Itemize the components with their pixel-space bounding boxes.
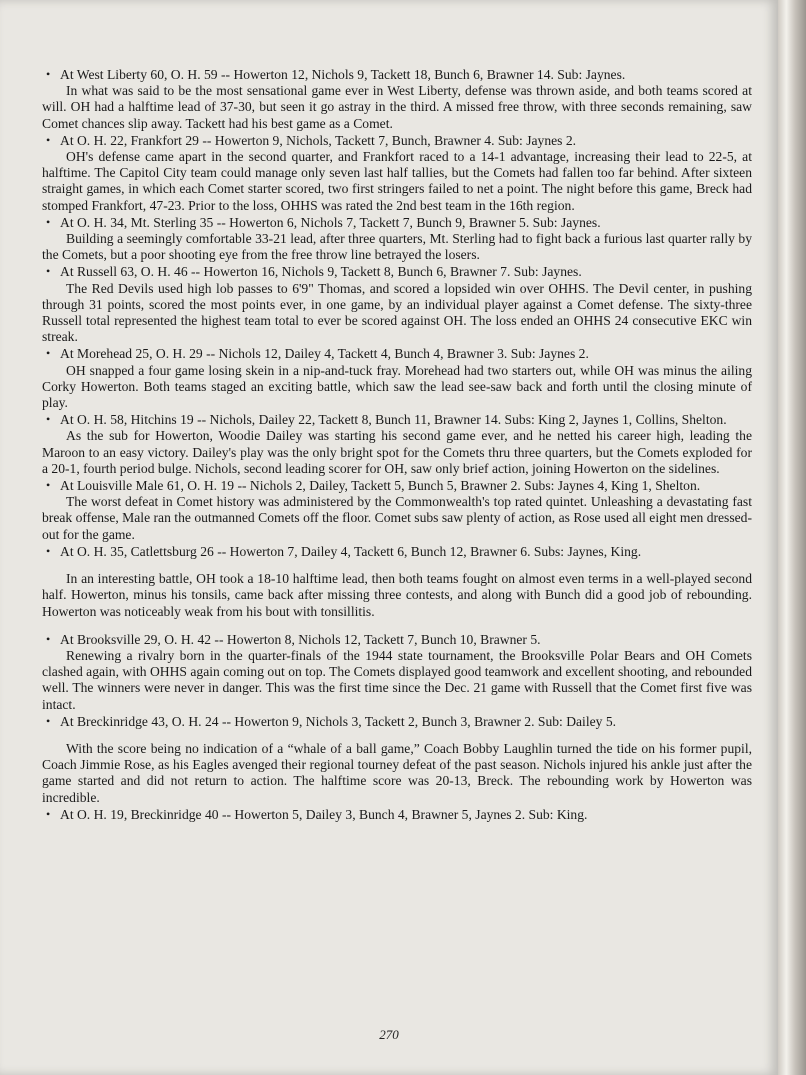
paragraph-text: OH's defense came apart in the second quarter, and Frankfort raced to a 14-1 advantage, increasing their lead to 22-5, at halftime. The Capitol City team could manage only seven last half tallies, but the Comets had fallen too far behind. After sixteen straight games, in which each Comet starter scored, two first stringers failed to net a point. The night before this game, Breck had stomped Frankfort, 47-23. Prior to the loss, OHHS was rated the 2nd best team in the 16th region. xyxy=(42,149,752,213)
game-narrative xyxy=(42,741,752,806)
paragraph-text: In what was said to be the most sensational game ever in West Liberty, defense was thrown aside, and both teams scored at will. OH had a halftime lead of 37-30, but seen it go astray in the third. A missed free throw, with three seconds remaining, saw Comet chances slip away. Tackett had his best game as a Comet. xyxy=(42,83,752,131)
bullet-icon: • xyxy=(46,543,51,558)
game-result-line xyxy=(42,132,752,149)
bullet-icon: • xyxy=(46,132,51,147)
game-narrative xyxy=(42,648,752,713)
paragraph-text: At Louisville Male 61, O. H. 19 -- Nichols 2, Dailey, Tackett 5, Bunch 5, Brawner 2. Subs: Jaynes 4, King 1, Shelton. xyxy=(60,478,701,494)
paragraph-text: At Russell 63, O. H. 46 -- Howerton 16, Nichols 9, Tackett 8, Bunch 6, Brawner 7. Sub: Jaynes. xyxy=(60,264,582,280)
bullet-icon: • xyxy=(46,478,51,493)
game-narrative xyxy=(42,571,752,620)
paragraph-text: The Red Devils used high lob passes to 6'9" Thomas, and scored a lopsided win over OHHS. The Devil center, in pushing through 31 points, scored the most points ever, in one game, by an individual player against a Comet defense. The sixty-three Russell total represented the highest team total to ever be scored against OH. The loss ended an OHHS 24 consecutive EKC win streak. xyxy=(42,280,752,345)
game-narrative xyxy=(42,83,752,132)
game-narrative xyxy=(42,231,752,263)
game-result-line xyxy=(42,806,752,823)
game-result-line xyxy=(42,411,752,428)
paragraph-text: In an interesting battle, OH took a 18-10 halftime lead, then both teams fought on almost even terms in a well-played second half. Howerton, minus his tonsils, came back after missing three contests, and along with Bunch did a good job of rebounding. Howerton was noticeably weak from his bout with tonsillitis. xyxy=(42,571,752,619)
game-result-line xyxy=(42,477,752,494)
paragraph-text: As the sub for Howerton, Woodie Dailey was starting his second game ever, and he netted his career high, leading the Maroon to an easy victory. Dailey's play was the only bright spot for the Comets thru three quarters, but the Comets exploded for a 20-1, fourth period bulge. Nichols, second leading scorer for OH, saw only brief action, joining Howerton on the sidelines. xyxy=(42,428,752,476)
game-result-line xyxy=(42,214,752,231)
game-narrative xyxy=(42,149,752,214)
paragraph-text: The worst defeat in Comet history was administered by the Commonwealth's top rated quintet. Unleashing a devastating fast break offense, Male ran the outmanned Comets off the floor. Comet subs saw plenty of action, as Rose used all eight men dressed-out for the game. xyxy=(42,494,752,542)
bullet-icon: • xyxy=(46,346,51,361)
game-narrative xyxy=(42,281,752,346)
game-result-line xyxy=(42,713,752,730)
page-text xyxy=(42,66,752,823)
bullet-icon: • xyxy=(46,214,51,229)
paragraph-text: At O. H. 22, Frankfort 29 -- Howerton 9, Nichols, Tackett 7, Bunch, Brawner 4. Sub: Jaynes 2. xyxy=(60,132,577,148)
paragraph-text: Renewing a rivalry born in the quarter-finals of the 1944 state tournament, the Brooksville Polar Bears and OH Comets clashed again, with OHHS again coming out on top. The Comets displayed good teamwork and excellent shooting, and rebounded well. The winners were never in danger. This was the first time since the Dec. 21 game with Russell that the Comet first five was intact. xyxy=(42,647,752,712)
bullet-icon: • xyxy=(46,806,51,821)
page-edge xyxy=(778,0,806,1075)
paragraph-text: At Brooksville 29, O. H. 42 -- Howerton 8, Nichols 12, Tackett 7, Bunch 10, Brawner 5. xyxy=(60,631,541,647)
bullet-icon: • xyxy=(46,67,51,81)
bullet-icon: • xyxy=(46,264,51,279)
game-result-line xyxy=(42,631,752,648)
game-narrative xyxy=(42,494,752,543)
paragraph-text: At O. H. 35, Catlettsburg 26 -- Howerton 7, Dailey 4, Tackett 6, Bunch 12, Brawner 6. Subs: Jaynes, King. xyxy=(60,543,642,559)
bullet-icon: • xyxy=(46,412,51,427)
game-narrative xyxy=(42,428,752,477)
paragraph-text: OH snapped a four game losing skein in a nip-and-tuck fray. Morehead had two starters out, while OH was minus the ailing Corky Howerton. Both teams staged an exciting battle, which saw the lead see-saw back and forth until the closing minute of play. xyxy=(42,362,752,411)
paragraph-text: Building a seemingly comfortable 33-21 lead, after three quarters, Mt. Sterling had to fight back a furious last quarter rally by the Comets, but a poor shooting eye from the free throw line betrayed the losers. xyxy=(42,231,752,263)
game-narrative xyxy=(42,363,752,412)
game-result-line xyxy=(42,345,752,362)
paragraph-text: At O. H. 34, Mt. Sterling 35 -- Howerton 6, Nichols 7, Tackett 7, Bunch 9, Brawner 5. Sub: Jaynes. xyxy=(60,214,601,230)
paragraph-text: At Morehead 25, O. H. 29 -- Nichols 12, Dailey 4, Tackett 4, Bunch 4, Brawner 3. Sub: Jaynes 2. xyxy=(60,346,589,362)
bullet-icon: • xyxy=(46,631,51,646)
paragraph-text: At West Liberty 60, O. H. 59 -- Howerton 12, Nichols 9, Tackett 18, Bunch 6, Brawner 14. Sub: Jaynes. xyxy=(60,67,626,82)
bullet-icon: • xyxy=(46,713,51,728)
page-number: 270 xyxy=(379,1027,399,1042)
paragraph-text: At O. H. 58, Hitchins 19 -- Nichols, Dailey 22, Tackett 8, Bunch 11, Brawner 14. Subs: King 2, Jaynes 1, Collins, Shelton. xyxy=(60,412,727,428)
game-result-line xyxy=(42,263,752,280)
game-result-line xyxy=(42,543,752,560)
game-result-line xyxy=(42,66,752,83)
paragraph-text: With the score being no indication of a “whale of a ball game,” Coach Bobby Laughlin turned the tide on his former pupil, Coach Jimmie Rose, as his Eagles avenged their regional tourney defeat of the past season. Nichols injured his ankle just after the game started and did not return to action. The halftime score was 20-13, Breck. The rebounding work by Howerton was incredible. xyxy=(42,740,752,805)
paragraph-text: At O. H. 19, Breckinridge 40 -- Howerton 5, Dailey 3, Bunch 4, Brawner 5, Jaynes 2. Sub: King. xyxy=(60,806,588,822)
paragraph-text: At Breckinridge 43, O. H. 24 -- Howerton 9, Nichols 3, Tackett 2, Bunch 3, Brawner 2. Sub: Dailey 5. xyxy=(60,713,617,729)
